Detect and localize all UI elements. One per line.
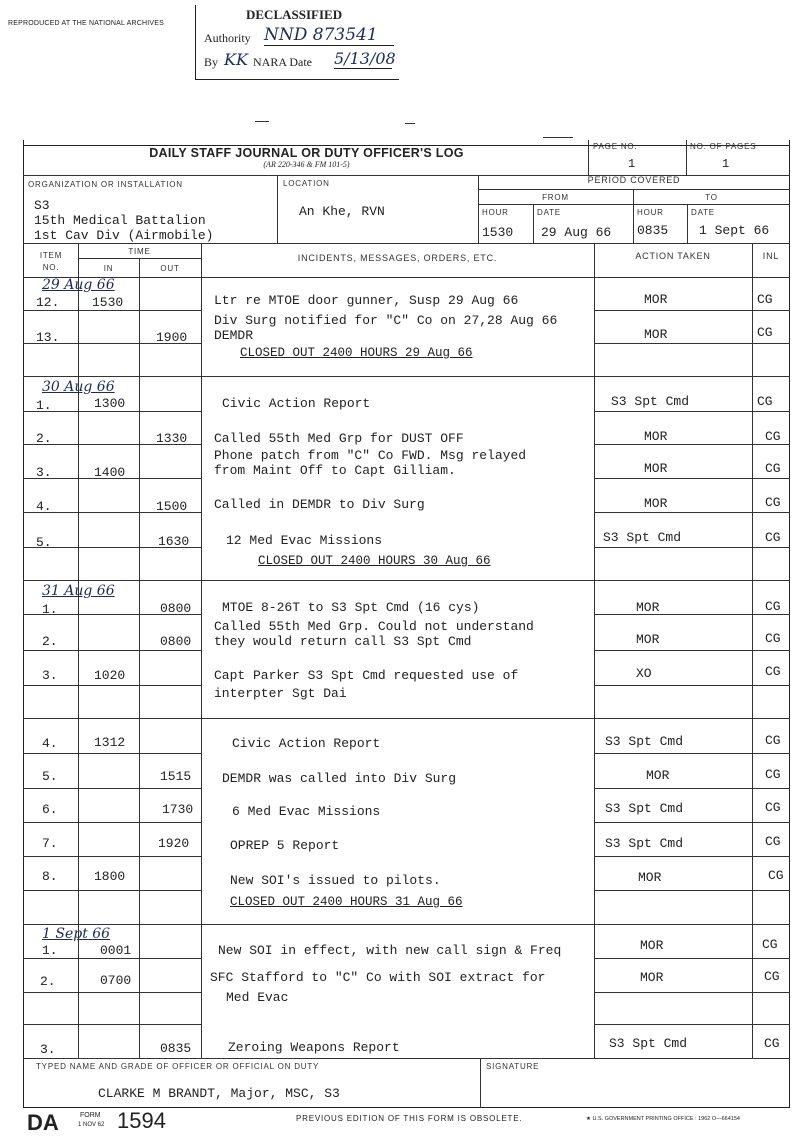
action-taken: MOR — [644, 429, 668, 444]
entry-text: MTOE 8-26T to S3 Spt Cmd (16 cys) — [222, 600, 480, 615]
time-out: 1630 — [158, 534, 190, 549]
form-number: 1594 — [117, 1108, 166, 1133]
col-no-label: NO. — [42, 263, 60, 272]
item-number: 1. — [42, 943, 58, 958]
initials: CG — [765, 664, 781, 679]
form-word: FORM — [80, 1112, 101, 1119]
stamp-date: 5/13/08 — [334, 49, 396, 68]
stamp-title: DECLASSIFIED — [246, 7, 343, 22]
no-of-pages-label: NO. OF PAGES — [690, 142, 757, 151]
date-header: 1 Sept 66 — [42, 926, 111, 942]
initials: CG — [765, 800, 781, 815]
item-number: 2. — [36, 431, 52, 446]
form-date: 1 NOV 62 — [78, 1122, 105, 1128]
initials: CG — [764, 969, 780, 984]
location-value: An Khe, RVN — [299, 204, 385, 219]
entry-text-continued: interpter Sgt Dai — [214, 686, 347, 701]
entry-text: Div Surg notified for "C" Co on 27,28 Aug 66 — [214, 313, 558, 328]
from-hour: 1530 — [482, 225, 514, 240]
by-label: By — [204, 55, 219, 69]
item-number: 3. — [36, 465, 52, 480]
time-out: 1920 — [158, 836, 190, 851]
org-line3: 1st Cav Div (Airmobile) — [34, 228, 214, 243]
entry-text-continued: DEMDR — [214, 328, 254, 343]
to-date: 1 Sept 66 — [699, 223, 770, 238]
form-title: DAILY STAFF JOURNAL OR DUTY OFFICER'S LOG — [149, 146, 464, 160]
time-out: 1515 — [160, 769, 192, 784]
gpo-note: ★ U.S. GOVERNMENT PRINTING OFFICE : 1962 O—664154 — [586, 1116, 740, 1122]
to-hour-label: HOUR — [637, 208, 664, 217]
time-out: 1900 — [156, 330, 188, 345]
entry-text: Called in DEMDR to Div Surg — [214, 497, 425, 512]
previous-edition-note: PREVIOUS EDITION OF THIS FORM IS OBSOLETE. — [296, 1114, 523, 1123]
closed-out-line: CLOSED OUT 2400 HOURS 29 Aug 66 — [240, 346, 473, 360]
org-label: ORGANIZATION OR INSTALLATION — [28, 180, 183, 189]
col-item-label: ITEM — [39, 251, 63, 260]
by-initials: KK — [224, 50, 248, 69]
item-number: 8. — [42, 869, 58, 884]
entry-text: OPREP 5 Report — [230, 838, 340, 853]
action-taken: MOR — [644, 292, 668, 307]
entry-text: New SOI's issued to pilots. — [230, 873, 441, 888]
item-number: 4. — [36, 499, 52, 514]
entry-text: DEMDR was called into Div Surg — [222, 771, 457, 786]
initials: CG — [765, 429, 781, 444]
org-line2: 15th Medical Battalion — [34, 213, 206, 228]
item-number: 4. — [42, 736, 58, 751]
time-in: 1300 — [94, 396, 126, 411]
signature-field — [486, 1076, 786, 1104]
entry-text: Civic Action Report — [232, 736, 381, 751]
item-number: 5. — [42, 769, 58, 784]
typed-name-label: TYPED NAME AND GRADE OF OFFICER OR OFFICIAL ON DUTY — [36, 1062, 320, 1071]
initials: CG — [757, 292, 773, 307]
item-number: 3. — [40, 1042, 56, 1057]
time-in: 1800 — [94, 869, 126, 884]
nara-date-label: NARA Date — [253, 55, 312, 69]
initials: CG — [762, 937, 778, 952]
item-number: 6. — [42, 802, 58, 817]
page-no-label: PAGE NO. — [593, 142, 638, 151]
time-in: 0001 — [100, 943, 132, 958]
declassified-stamp — [195, 5, 399, 80]
time-in: 1530 — [92, 295, 124, 310]
entry-text: Phone patch from "C" Co FWD. Msg relayed — [214, 448, 527, 463]
initials: CG — [765, 834, 781, 849]
no-of-pages: 1 — [722, 157, 730, 171]
item-number: 1. — [36, 398, 52, 413]
archive-note: REPRODUCED AT THE NATIONAL ARCHIVES — [8, 20, 164, 27]
from-hour-label: HOUR — [482, 208, 509, 217]
item-number: 1. — [42, 602, 58, 617]
time-out: 1500 — [156, 499, 188, 514]
action-taken: MOR — [644, 327, 668, 342]
to-date-label: DATE — [691, 208, 715, 217]
time-out: 1730 — [162, 802, 194, 817]
col-action-label: ACTION TAKEN — [635, 251, 711, 261]
entry-text: Capt Parker S3 Spt Cmd requested use of — [214, 668, 519, 683]
from-date-label: DATE — [537, 208, 561, 217]
authority-value: NND 873541 — [264, 25, 394, 46]
item-number: 12. — [36, 295, 60, 310]
time-out: 0800 — [160, 601, 192, 616]
to-hour: 0835 — [637, 223, 669, 238]
entry-text: 6 Med Evac Missions — [232, 804, 381, 819]
authority-label: Authority — [204, 31, 251, 45]
initials: CG — [765, 495, 781, 510]
time-out: 0800 — [160, 634, 192, 649]
item-number: 5. — [36, 535, 52, 550]
entry-text: Called 55th Med Grp. Could not understand — [214, 619, 534, 634]
from-date: 29 Aug 66 — [541, 225, 612, 240]
col-time-label: TIME — [128, 247, 151, 256]
entry-text-continued: they would return call S3 Spt Cmd — [214, 634, 472, 649]
action-taken: S3 Spt Cmd — [605, 734, 684, 749]
initials: CG — [757, 325, 773, 340]
date-header: 30 Aug 66 — [42, 379, 115, 395]
entry-text-continued: Med Evac — [226, 990, 289, 1005]
action-taken: MOR — [636, 632, 660, 647]
col-in-label: IN — [103, 264, 114, 273]
signature-label: SIGNATURE — [486, 1062, 540, 1071]
item-number: 2. — [42, 634, 58, 649]
date-header: 31 Aug 66 — [42, 583, 115, 599]
closed-out-line: CLOSED OUT 2400 HOURS 31 Aug 66 — [230, 895, 463, 909]
date-header: 29 Aug 66 — [42, 277, 115, 293]
entry-text: SFC Stafford to "C" Co with SOI extract for — [210, 970, 546, 985]
initials: CG — [768, 868, 784, 883]
action-taken: S3 Spt Cmd — [609, 1036, 688, 1051]
time-in: 1312 — [94, 735, 126, 750]
action-taken: S3 Spt Cmd — [605, 801, 684, 816]
action-taken: MOR — [644, 461, 668, 476]
closed-out-line: CLOSED OUT 2400 HOURS 30 Aug 66 — [258, 554, 491, 568]
location-label: LOCATION — [283, 179, 330, 188]
form-subtitle: (AR 220-346 & FM 101-5) — [263, 160, 350, 169]
action-taken: MOR — [640, 970, 664, 985]
initials: CG — [765, 461, 781, 476]
action-taken: S3 Spt Cmd — [611, 394, 690, 409]
action-taken: S3 Spt Cmd — [605, 836, 684, 851]
entry-text: Called 55th Med Grp for DUST OFF — [214, 431, 464, 446]
item-number: 3. — [42, 668, 58, 683]
action-taken: MOR — [638, 870, 662, 885]
to-label: TO — [705, 193, 718, 202]
initials: CG — [765, 767, 781, 782]
entry-text: New SOI in effect, with new call sign & Freq — [218, 943, 562, 958]
initials: CG — [765, 631, 781, 646]
time-in: 1400 — [94, 465, 126, 480]
initials: CG — [765, 733, 781, 748]
org-line1: S3 — [34, 198, 50, 213]
initials: CG — [765, 599, 781, 614]
action-taken: MOR — [644, 496, 668, 511]
initials: CG — [765, 530, 781, 545]
item-number: 13. — [36, 330, 60, 345]
col-inl-label: INL — [762, 251, 780, 261]
page-no: 1 — [628, 157, 636, 171]
time-out: 0835 — [160, 1041, 192, 1056]
initials: CG — [764, 1036, 780, 1051]
action-taken: S3 Spt Cmd — [603, 530, 682, 545]
from-label: FROM — [542, 193, 569, 202]
typed-name: CLARKE M BRANDT, Major, MSC, S3 — [98, 1086, 340, 1101]
action-taken: XO — [636, 666, 652, 681]
action-taken: MOR — [646, 768, 670, 783]
entry-text-continued: from Maint Off to Capt Gilliam. — [214, 463, 456, 478]
col-incidents-label: INCIDENTS, MESSAGES, ORDERS, ETC. — [297, 253, 498, 263]
action-taken: MOR — [640, 938, 664, 953]
entry-text: Zeroing Weapons Report — [228, 1040, 400, 1055]
time-out: 1330 — [156, 431, 188, 446]
item-number: 2. — [40, 974, 56, 989]
entry-text: Ltr re MTOE door gunner, Susp 29 Aug 66 — [214, 293, 519, 308]
item-number: 7. — [42, 836, 58, 851]
time-in: 0700 — [100, 973, 132, 988]
time-in: 1020 — [94, 668, 126, 683]
action-taken: MOR — [636, 600, 660, 615]
entry-text: 12 Med Evac Missions — [226, 533, 383, 548]
entry-text: Civic Action Report — [222, 396, 371, 411]
col-out-label: OUT — [160, 264, 180, 273]
period-label: PERIOD COVERED — [587, 175, 681, 185]
form-prefix: DA — [27, 1110, 59, 1135]
initials: CG — [757, 394, 773, 409]
